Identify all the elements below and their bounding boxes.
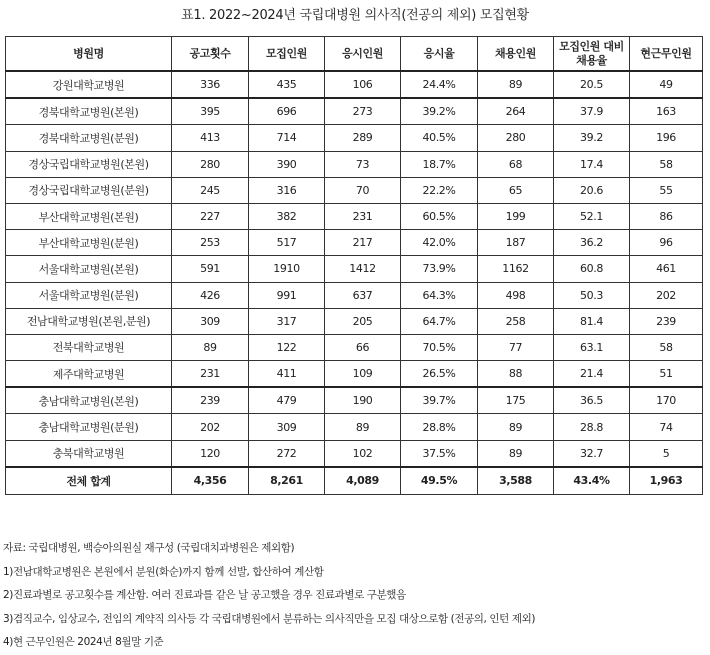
cell-applicant-count: 89 bbox=[325, 414, 401, 440]
cell-current-staff: 163 bbox=[630, 98, 703, 125]
cell-current-staff: 96 bbox=[630, 230, 703, 256]
cell-notice-count: 253 bbox=[172, 230, 249, 256]
cell-hospital-name: 부산대학교병원(분원) bbox=[6, 230, 172, 256]
cell-hired-count: 175 bbox=[478, 387, 554, 414]
cell-applicant-count: 289 bbox=[325, 125, 401, 151]
table-row bbox=[6, 230, 703, 256]
cell-hired-count: 65 bbox=[478, 177, 554, 203]
cell-recruit-count: 382 bbox=[249, 203, 325, 229]
cell-applicant-count: 109 bbox=[325, 361, 401, 388]
table-row bbox=[6, 334, 703, 360]
cell-hospital-name: 부산대학교병원(본원) bbox=[6, 203, 172, 229]
cell-recruit-count: 272 bbox=[249, 440, 325, 467]
table-row bbox=[6, 387, 703, 414]
header-hired-count: 채용인원 bbox=[478, 37, 554, 72]
header-application-rate: 응시율 bbox=[401, 37, 478, 72]
cell-current-staff: 196 bbox=[630, 125, 703, 151]
cell-notice-count: 120 bbox=[172, 440, 249, 467]
cell-hired-count: 1162 bbox=[478, 256, 554, 282]
cell-hired-count: 68 bbox=[478, 151, 554, 177]
cell-recruit-count: 122 bbox=[249, 334, 325, 360]
header-hospital-name: 병원명 bbox=[6, 37, 172, 72]
cell-recruit-count: 714 bbox=[249, 125, 325, 151]
cell-recruit-count: 991 bbox=[249, 282, 325, 308]
cell-notice-count: 280 bbox=[172, 151, 249, 177]
table-row bbox=[6, 98, 703, 125]
cell-hired-count: 187 bbox=[478, 230, 554, 256]
cell-notice-count: 395 bbox=[172, 98, 249, 125]
cell-applicant-count: 637 bbox=[325, 282, 401, 308]
cell-hired-count: 77 bbox=[478, 334, 554, 360]
cell-recruit-count: 1910 bbox=[249, 256, 325, 282]
cell-current-staff: 49 bbox=[630, 71, 703, 98]
cell-notice-count: 336 bbox=[172, 71, 249, 98]
header-recruit-count: 모집인원 bbox=[249, 37, 325, 72]
table-row bbox=[6, 308, 703, 334]
cell-current-staff: 239 bbox=[630, 308, 703, 334]
cell-notice-count: 239 bbox=[172, 387, 249, 414]
cell-application-rate: 18.7% bbox=[401, 151, 478, 177]
cell-hire-rate: 20.5 bbox=[554, 71, 630, 98]
cell-applicant-count: 1412 bbox=[325, 256, 401, 282]
table-row bbox=[6, 414, 703, 440]
cell-current-staff: 74 bbox=[630, 414, 703, 440]
cell-notice-count: 309 bbox=[172, 308, 249, 334]
source-note: 자료: 국립대병원, 백승아의원실 재구성 (국립대치과병원은 제외함) bbox=[3, 542, 295, 554]
cell-notice-count: 591 bbox=[172, 256, 249, 282]
table-row bbox=[6, 361, 703, 388]
cell-current-staff: 461 bbox=[630, 256, 703, 282]
cell-application-rate: 24.4% bbox=[401, 71, 478, 98]
table-row bbox=[6, 71, 703, 98]
table-body bbox=[6, 71, 703, 494]
cell-notice-count: 89 bbox=[172, 334, 249, 360]
cell-hired-count: 258 bbox=[478, 308, 554, 334]
cell-applicant-count: 231 bbox=[325, 203, 401, 229]
cell-notice-count: 202 bbox=[172, 414, 249, 440]
cell-hire-rate: 52.1 bbox=[554, 203, 630, 229]
cell-application-rate: 73.9% bbox=[401, 256, 478, 282]
total-hired-count: 3,588 bbox=[478, 467, 554, 495]
footnote-4: 4)현 근무인원은 2024년 8월말 기준 bbox=[3, 636, 164, 648]
total-application-rate: 49.5% bbox=[401, 467, 478, 495]
cell-hired-count: 88 bbox=[478, 361, 554, 388]
cell-recruit-count: 435 bbox=[249, 71, 325, 98]
cell-notice-count: 227 bbox=[172, 203, 249, 229]
cell-current-staff: 170 bbox=[630, 387, 703, 414]
cell-hire-rate: 60.8 bbox=[554, 256, 630, 282]
cell-application-rate: 70.5% bbox=[401, 334, 478, 360]
table-title: 표1. 2022~2024년 국립대병원 의사직(전공의 제외) 모집현황 bbox=[181, 8, 529, 23]
cell-hospital-name: 충북대학교병원 bbox=[6, 440, 172, 467]
header-current-staff: 현근무인원 bbox=[630, 37, 703, 72]
footnotes bbox=[3, 537, 707, 655]
cell-hospital-name: 경북대학교병원(분원) bbox=[6, 125, 172, 151]
table-row bbox=[6, 440, 703, 467]
footnote-1: 1)전남대학교병원은 본원에서 분원(화순)까지 함께 선발, 합산하여 계산함 bbox=[3, 565, 324, 578]
cell-hospital-name: 전북대학교병원 bbox=[6, 334, 172, 360]
cell-current-staff: 58 bbox=[630, 151, 703, 177]
header-hire-rate: 모집인원 대비 채용율 bbox=[554, 37, 630, 72]
cell-current-staff: 58 bbox=[630, 334, 703, 360]
cell-application-rate: 64.7% bbox=[401, 308, 478, 334]
cell-application-rate: 26.5% bbox=[401, 361, 478, 388]
cell-hire-rate: 28.8 bbox=[554, 414, 630, 440]
cell-notice-count: 413 bbox=[172, 125, 249, 151]
total-hospital-name: 전체 합계 bbox=[6, 467, 172, 495]
header-applicant-count: 응시인원 bbox=[325, 37, 401, 72]
cell-hire-rate: 50.3 bbox=[554, 282, 630, 308]
cell-application-rate: 60.5% bbox=[401, 203, 478, 229]
cell-hospital-name: 경상국립대학교병원(분원) bbox=[6, 177, 172, 203]
cell-hire-rate: 32.7 bbox=[554, 440, 630, 467]
cell-applicant-count: 70 bbox=[325, 177, 401, 203]
cell-recruit-count: 317 bbox=[249, 308, 325, 334]
cell-hired-count: 264 bbox=[478, 98, 554, 125]
cell-hire-rate: 36.5 bbox=[554, 387, 630, 414]
cell-applicant-count: 190 bbox=[325, 387, 401, 414]
cell-current-staff: 5 bbox=[630, 440, 703, 467]
cell-hire-rate: 81.4 bbox=[554, 308, 630, 334]
cell-notice-count: 426 bbox=[172, 282, 249, 308]
recruitment-table bbox=[5, 36, 703, 495]
cell-applicant-count: 106 bbox=[325, 71, 401, 98]
cell-hospital-name: 충남대학교병원(본원) bbox=[6, 387, 172, 414]
cell-applicant-count: 273 bbox=[325, 98, 401, 125]
total-current-staff: 1,963 bbox=[630, 467, 703, 495]
cell-recruit-count: 479 bbox=[249, 387, 325, 414]
header-row bbox=[6, 37, 703, 72]
cell-application-rate: 22.2% bbox=[401, 177, 478, 203]
cell-hired-count: 89 bbox=[478, 440, 554, 467]
cell-hire-rate: 37.9 bbox=[554, 98, 630, 125]
cell-application-rate: 37.5% bbox=[401, 440, 478, 467]
cell-current-staff: 55 bbox=[630, 177, 703, 203]
total-notice-count: 4,356 bbox=[172, 467, 249, 495]
cell-recruit-count: 316 bbox=[249, 177, 325, 203]
cell-hospital-name: 강원대학교병원 bbox=[6, 71, 172, 98]
cell-application-rate: 64.3% bbox=[401, 282, 478, 308]
cell-hired-count: 498 bbox=[478, 282, 554, 308]
cell-recruit-count: 411 bbox=[249, 361, 325, 388]
header-notice-count: 공고횟수 bbox=[172, 37, 249, 72]
cell-notice-count: 231 bbox=[172, 361, 249, 388]
cell-applicant-count: 205 bbox=[325, 308, 401, 334]
table-row bbox=[6, 125, 703, 151]
total-applicant-count: 4,089 bbox=[325, 467, 401, 495]
total-row bbox=[6, 467, 703, 495]
cell-hospital-name: 제주대학교병원 bbox=[6, 361, 172, 388]
table-row bbox=[6, 256, 703, 282]
cell-recruit-count: 390 bbox=[249, 151, 325, 177]
cell-hospital-name: 서울대학교병원(분원) bbox=[6, 282, 172, 308]
cell-notice-count: 245 bbox=[172, 177, 249, 203]
cell-applicant-count: 73 bbox=[325, 151, 401, 177]
cell-hire-rate: 63.1 bbox=[554, 334, 630, 360]
cell-recruit-count: 309 bbox=[249, 414, 325, 440]
table-row bbox=[6, 282, 703, 308]
cell-application-rate: 39.2% bbox=[401, 98, 478, 125]
cell-application-rate: 42.0% bbox=[401, 230, 478, 256]
cell-hired-count: 89 bbox=[478, 71, 554, 98]
cell-hospital-name: 서울대학교병원(본원) bbox=[6, 256, 172, 282]
cell-hospital-name: 전남대학교병원(본원,분원) bbox=[6, 308, 172, 334]
cell-applicant-count: 102 bbox=[325, 440, 401, 467]
cell-hire-rate: 21.4 bbox=[554, 361, 630, 388]
table-row bbox=[6, 177, 703, 203]
table-row bbox=[6, 151, 703, 177]
cell-recruit-count: 696 bbox=[249, 98, 325, 125]
cell-hired-count: 199 bbox=[478, 203, 554, 229]
cell-hire-rate: 36.2 bbox=[554, 230, 630, 256]
total-recruit-count: 8,261 bbox=[249, 467, 325, 495]
cell-application-rate: 40.5% bbox=[401, 125, 478, 151]
cell-application-rate: 39.7% bbox=[401, 387, 478, 414]
cell-current-staff: 202 bbox=[630, 282, 703, 308]
cell-hired-count: 280 bbox=[478, 125, 554, 151]
cell-hire-rate: 39.2 bbox=[554, 125, 630, 151]
cell-applicant-count: 66 bbox=[325, 334, 401, 360]
cell-current-staff: 51 bbox=[630, 361, 703, 388]
cell-applicant-count: 217 bbox=[325, 230, 401, 256]
total-hire-rate: 43.4% bbox=[554, 467, 630, 495]
footnote-3: 3)겸직교수, 임상교수, 전임의 계약직 의사등 각 국립대병원에서 분류하는 의사직만을 모집 대상으로함 (전공의, 인턴 제외) bbox=[3, 612, 536, 625]
cell-hire-rate: 20.6 bbox=[554, 177, 630, 203]
cell-recruit-count: 517 bbox=[249, 230, 325, 256]
footnote-2: 2)진료과별로 공고횟수를 계산함. 여러 진료과를 같은 날 공고했을 경우 진료과별로 구분했음 bbox=[3, 589, 406, 601]
cell-hospital-name: 경상국립대학교병원(본원) bbox=[6, 151, 172, 177]
cell-hospital-name: 경북대학교병원(본원) bbox=[6, 98, 172, 125]
cell-hired-count: 89 bbox=[478, 414, 554, 440]
cell-hospital-name: 충남대학교병원(분원) bbox=[6, 414, 172, 440]
cell-current-staff: 86 bbox=[630, 203, 703, 229]
cell-hire-rate: 17.4 bbox=[554, 151, 630, 177]
cell-application-rate: 28.8% bbox=[401, 414, 478, 440]
table-row bbox=[6, 203, 703, 229]
